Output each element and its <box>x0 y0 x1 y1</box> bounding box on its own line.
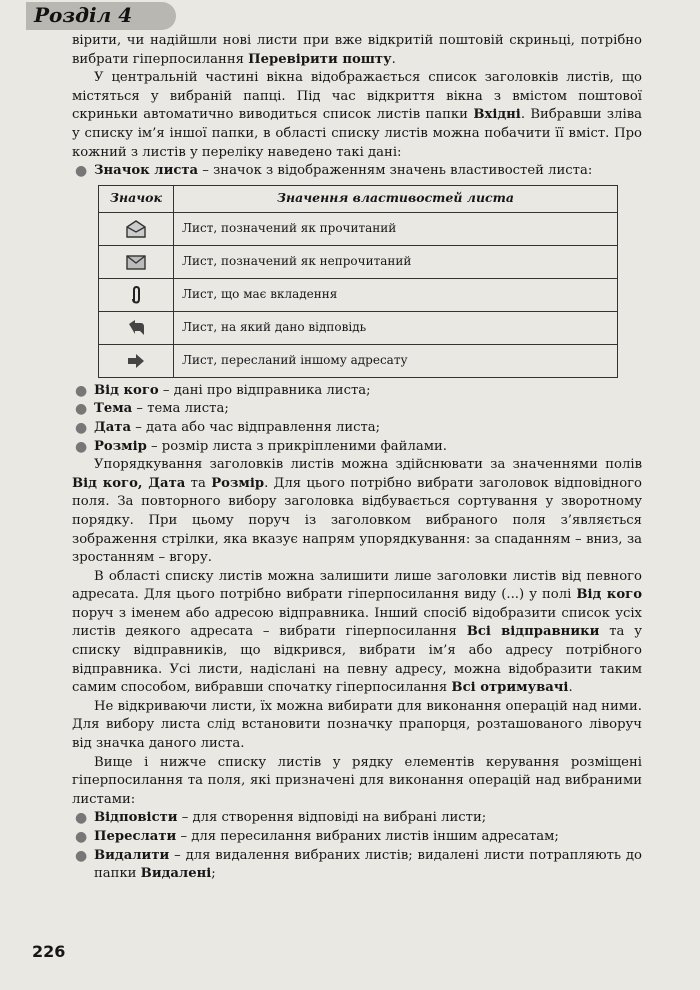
table-cell: Лист, пересланий іншому адресату <box>174 344 618 377</box>
list-item: ● Дата – дата або час відправлення листа; <box>75 419 381 436</box>
forward-arrow-icon <box>125 352 147 370</box>
table-cell: Лист, на який дано відповідь <box>174 311 618 344</box>
table-row <box>99 344 618 377</box>
table-cell: Лист, що має вкладення <box>174 278 618 311</box>
list-item: ● Переслати – для пересилання вибраних листів іншим адресатам; <box>75 829 559 845</box>
message-icons-table <box>98 185 618 378</box>
bullet-icon: ● <box>75 829 88 845</box>
column-header: Значок <box>99 185 174 212</box>
table-cell: Лист, позначений як непрочитаний <box>174 245 618 278</box>
table-header-row <box>99 185 618 212</box>
bullet-icon: ● <box>75 438 88 455</box>
bullet-icon: ● <box>75 401 88 418</box>
bullet-icon: ● <box>75 419 88 436</box>
envelope-closed-icon <box>125 253 147 271</box>
paragraph: Вище і нижче списку листів у рядку елементів керування розміщені гіперпосилання та поля, які призначені для виконання операцій над вибраними листами: <box>72 754 642 807</box>
paragraph: Упорядкування заголовків листів можна здійснювати за значеннями полів Від кого, Дата та Розмір. Для цього потрібно вибрати заголовок відповідного поля. За повторного вибору заголовка відбувається сортування у зворотному порядку. При цьому поруч із заголовком вибраного поля з’являється зображення стрілки, яка вказує напрям упорядкування: за спаданням – вниз, за зростанням – вгору. <box>72 457 642 566</box>
chapter-label: Розділ 4 <box>34 3 133 27</box>
paragraph: В області списку листів можна залишити лише заголовки листів від певного адресата. Для цього потрібно вибрати гіперпосилання виду (...) у полі Від кого поруч з іменем або адресою відправника. Інший спосіб відобразити список усіх листів деякого адресата – вибрати гіперпосилання Всі відправники та у списку відправників, що відкрився, вибрати ім’я або адресу потрібного відправника. Усі листи, надіслані на певну адресу, можна відобразити таким самим способом, вибравши спочатку гіперпосилання Всі отримувачі. <box>72 568 643 696</box>
list-item: ● Розмір – розмір листа з прикріпленими файлами. <box>75 438 447 455</box>
table-row <box>99 311 618 344</box>
bullet-icon: ● <box>75 810 88 827</box>
column-header: Значення властивостей листа <box>174 185 618 212</box>
paperclip-icon <box>125 286 147 304</box>
reply-arrow-icon <box>125 319 147 337</box>
table-row <box>99 212 618 245</box>
page-content <box>72 32 642 884</box>
chapter-header <box>26 2 176 30</box>
table-row <box>99 278 618 311</box>
bullet-icon: ● <box>75 847 88 864</box>
list-item: ● Видалити – для видалення вибраних листів; видалені листи потрапляють до папки Видалені; <box>75 847 642 882</box>
page-number: 226 <box>32 942 66 961</box>
table-row <box>99 245 618 278</box>
paragraph: У центральній частині вікна відображається список заголовків листів, що містяться у вибраній папці. Під час відкриття вікна з вмістом поштової скриньки автоматично виводиться список листів папки Вхідні. Вибравши зліва у списку ім’я іншої папки, в області списку листів можна побачити її вміст. Про кожний з листів у переліку наведено такі дані: <box>72 70 642 160</box>
bullet-icon: ● <box>75 382 88 399</box>
list-item: ● Значок листа – значок з відображенням значень властивостей листа: <box>75 163 593 180</box>
list-item: ● Від кого – дані про відправника листа; <box>75 382 371 399</box>
bullet-icon: ● <box>75 163 88 180</box>
paragraph: вірити, чи надійшли нові листи при вже відкритій поштовій скриньці, потрібно вибрати гіперпосилання Перевірити пошту. <box>72 33 642 67</box>
envelope-open-icon <box>125 220 147 238</box>
table-cell: Лист, позначений як прочитаний <box>174 212 618 245</box>
list-item: ● Тема – тема листа; <box>75 401 229 418</box>
paragraph: Не відкриваючи листи, їх можна вибирати для виконання операцій над ними. Для вибору листа слід встановити позначку прапорця, розташованого ліворуч від значка даного листа. <box>72 698 642 752</box>
list-item: ● Відповісти – для створення відповіді на вибрані листи; <box>75 810 487 827</box>
